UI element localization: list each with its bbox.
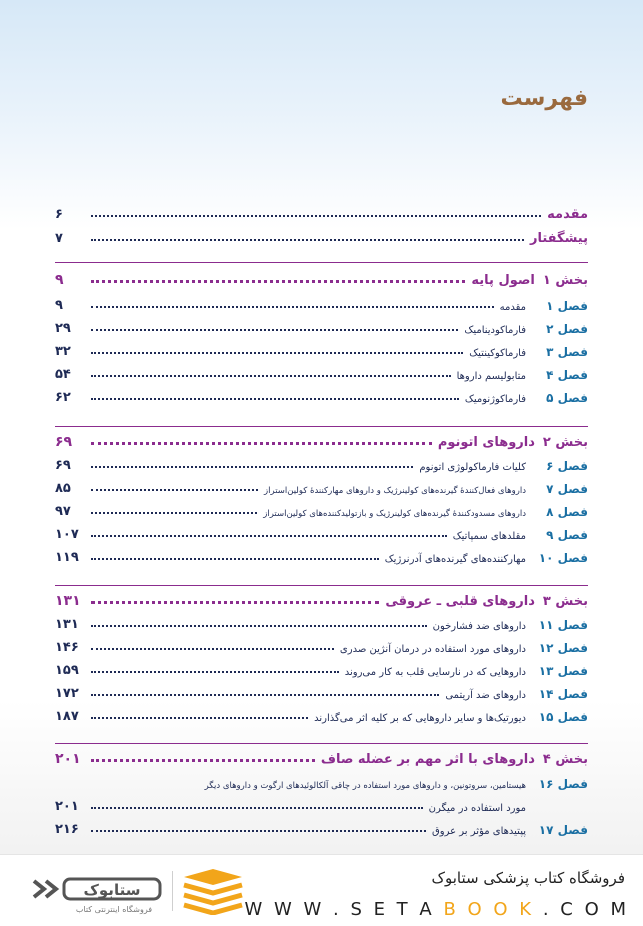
dot-leader <box>91 512 257 514</box>
divider <box>172 871 173 911</box>
chapter-title: داروهای ضد آریتمی <box>445 690 526 701</box>
dot-leader <box>91 671 339 673</box>
dot-leader <box>91 759 315 762</box>
dot-leader <box>91 717 308 719</box>
chapter-title: داروهای مسدودکنندهٔ گیرنده‌های کولینرژیک و بازتولیدکننده‌های کولین‌استراز <box>263 509 526 519</box>
shop-name: فروشگاه کتاب پزشکی ستابوک <box>431 869 625 887</box>
chapter-entry[interactable] <box>55 635 588 655</box>
page-number: ۲۰۱ <box>55 751 81 767</box>
page-number: ۹ <box>55 272 64 288</box>
chapter-entry[interactable] <box>55 499 588 519</box>
url-accent: B O O K <box>443 899 535 920</box>
section-title: داروهای با اثر مهم بر عضله صاف <box>320 752 535 767</box>
chapter-title: مقلدهای سمپاتیک <box>452 531 526 542</box>
chapter-title: فارماکوکینتیک <box>469 348 526 359</box>
section-divider <box>55 262 588 263</box>
chapter-label: فصل ۳ <box>546 345 588 359</box>
page-number: ۵۴ <box>55 367 71 382</box>
chapter-entry[interactable] <box>55 771 588 791</box>
dot-leader <box>91 442 432 445</box>
dot-leader <box>91 694 439 696</box>
page-number: ۱۳۱ <box>55 617 79 632</box>
logo-subtext: فروشگاه اینترنتی کتاب <box>75 905 153 914</box>
toc-entry-introduction[interactable] <box>55 202 588 222</box>
toc-entry-label: مقدمه <box>547 207 588 222</box>
page-number: ۶۹ <box>55 458 71 473</box>
chapter-label: فصل ۱۶ <box>538 777 588 791</box>
section-label: بخش ۲ <box>542 435 588 450</box>
page-number: ۹۷ <box>55 504 71 519</box>
page-number: ۲۰۱ <box>55 799 79 814</box>
section-title: اصول پایه <box>471 273 535 288</box>
setabook-logo-icon <box>30 869 170 915</box>
chapter-title: دیورتیک‌ها و سایر داروهایی که بر کلیه اثر می‌گذارند <box>314 713 526 724</box>
section-heading-2[interactable] <box>55 430 588 450</box>
chapter-title: متابولیسم داروها <box>456 371 526 382</box>
section-title: داروهای قلبی ـ عروقی <box>385 594 535 609</box>
chapter-entry[interactable] <box>55 293 588 313</box>
chapter-label: فصل ۴ <box>546 368 588 382</box>
chapter-entry[interactable] <box>55 658 588 678</box>
setabook-logo[interactable] <box>30 869 170 915</box>
section-divider <box>55 585 588 586</box>
chapter-label: فصل ۱۴ <box>538 687 588 701</box>
chapter-title: داروهایی که در نارسایی قلب به کار می‌روند <box>344 667 526 678</box>
page-number: ۶۲ <box>55 390 71 405</box>
toc-entry-label: پیشگفتار <box>529 231 588 246</box>
section-heading-3[interactable] <box>55 589 588 609</box>
section-divider <box>55 426 588 427</box>
section-label: بخش ۱ <box>542 273 588 288</box>
dot-leader <box>91 306 494 308</box>
chapter-entry[interactable] <box>55 362 588 382</box>
chapter-title: داروهای مورد استفاده در درمان آنژین صدری <box>339 644 526 655</box>
dot-leader <box>91 535 447 537</box>
chapter-entry[interactable] <box>55 704 588 724</box>
dot-leader <box>91 215 541 217</box>
url-part-1: W W W . S E T A <box>244 899 435 920</box>
section-title: داروهای اتونوم <box>437 435 535 450</box>
chapter-title: پپتیدهای مؤثر بر عروق <box>432 826 526 837</box>
section-label: بخش ۳ <box>542 594 588 609</box>
page-number: ۱۴۶ <box>55 640 79 655</box>
dot-leader <box>91 398 459 400</box>
chapter-entry[interactable] <box>55 339 588 359</box>
chapter-title: داروهای فعال‌کنندهٔ گیرنده‌های کولینرژیک و داروهای مهارکنندهٔ کولین‌استراز <box>264 486 526 496</box>
chapter-label: فصل ۲ <box>546 322 588 336</box>
chapter-label: فصل ۹ <box>546 528 588 542</box>
page-number: ۸۵ <box>55 481 71 496</box>
chapter-label: فصل ۵ <box>546 391 588 405</box>
page-number: ۱۰۷ <box>55 527 79 542</box>
page-number: ۷ <box>55 231 63 246</box>
chapter-entry[interactable] <box>55 681 588 701</box>
page-title: فهرست <box>500 86 588 111</box>
book-stack-icon <box>180 867 246 915</box>
chapter-entry[interactable] <box>55 316 588 336</box>
dot-leader <box>91 239 524 241</box>
chapter-label: فصل ۱۱ <box>538 618 588 632</box>
chapter-title: مهارکننده‌های گیرنده‌های آدرنرژیک <box>384 554 526 565</box>
page-number: ۶ <box>55 207 63 222</box>
chapter-entry[interactable] <box>55 545 588 565</box>
chapter-entry[interactable] <box>55 385 588 405</box>
chapter-entry[interactable] <box>55 476 588 496</box>
chapter-label: فصل ۱۷ <box>538 823 588 837</box>
chapter-entry-continuation[interactable] <box>55 794 588 814</box>
section-heading-1[interactable] <box>55 268 588 288</box>
chapter-entry[interactable] <box>55 453 588 473</box>
chapter-label: فصل ۱۲ <box>538 641 588 655</box>
page-number: ۱۵۹ <box>55 663 79 678</box>
page-number: ۲۹ <box>55 321 71 336</box>
chapter-entry[interactable] <box>55 522 588 542</box>
section-heading-4[interactable] <box>55 747 588 767</box>
page-number: ۲۱۶ <box>55 822 79 837</box>
page-number: ۱۷۲ <box>55 686 79 701</box>
shop-url[interactable] <box>244 899 629 920</box>
toc-entry-preface[interactable] <box>55 226 588 246</box>
page-number: ۱۸۷ <box>55 709 79 724</box>
chapter-label: فصل ۶ <box>546 459 588 473</box>
chapter-label: فصل ۱۵ <box>538 710 588 724</box>
page-number: ۱۳۱ <box>55 593 81 609</box>
page-number: ۶۹ <box>55 434 73 450</box>
section-divider <box>55 743 588 744</box>
footer-banner <box>0 854 643 926</box>
chapter-title: مقدمه <box>499 302 526 313</box>
page-number: ۹ <box>55 298 63 313</box>
dot-leader <box>91 329 458 331</box>
dot-leader <box>91 352 463 354</box>
page-number: ۳۲ <box>55 344 71 359</box>
chapter-label: فصل ۱۰ <box>538 551 588 565</box>
chapter-title: داروهای ضد فشارخون <box>432 621 526 632</box>
chapter-title: مورد استفاده در میگرن <box>428 803 526 814</box>
chapter-entry[interactable] <box>55 612 588 632</box>
chapter-title: هیستامین، سروتونین، و داروهای مورد استفاده در چاقی آلکالوئیدهای ارگوت و داروهای دیگر <box>204 781 526 791</box>
chapter-title: فارماکودینامیک <box>464 325 526 336</box>
url-part-3: . C O M <box>542 899 629 920</box>
dot-leader <box>91 280 465 283</box>
chapter-label: فصل ۱۳ <box>538 664 588 678</box>
dot-leader <box>91 648 334 650</box>
dot-leader <box>91 807 423 809</box>
chapter-title: کلیات فارماکولوژی اتونوم <box>419 462 526 473</box>
chapter-label: فصل ۷ <box>546 482 588 496</box>
logo-text: ستابوک <box>83 881 141 899</box>
dot-leader <box>91 489 258 491</box>
chapter-label: فصل ۸ <box>546 505 588 519</box>
dot-leader <box>91 466 413 468</box>
dot-leader <box>91 558 379 560</box>
chapter-label: فصل ۱ <box>546 299 588 313</box>
chapter-title: فارماکوژنومیک <box>464 394 526 405</box>
dot-leader <box>91 375 451 377</box>
section-label: بخش ۴ <box>542 752 588 767</box>
page-number: ۱۱۹ <box>55 550 79 565</box>
chapter-entry[interactable] <box>55 817 588 837</box>
dot-leader <box>91 625 427 627</box>
dot-leader <box>91 601 379 604</box>
dot-leader <box>91 830 426 832</box>
